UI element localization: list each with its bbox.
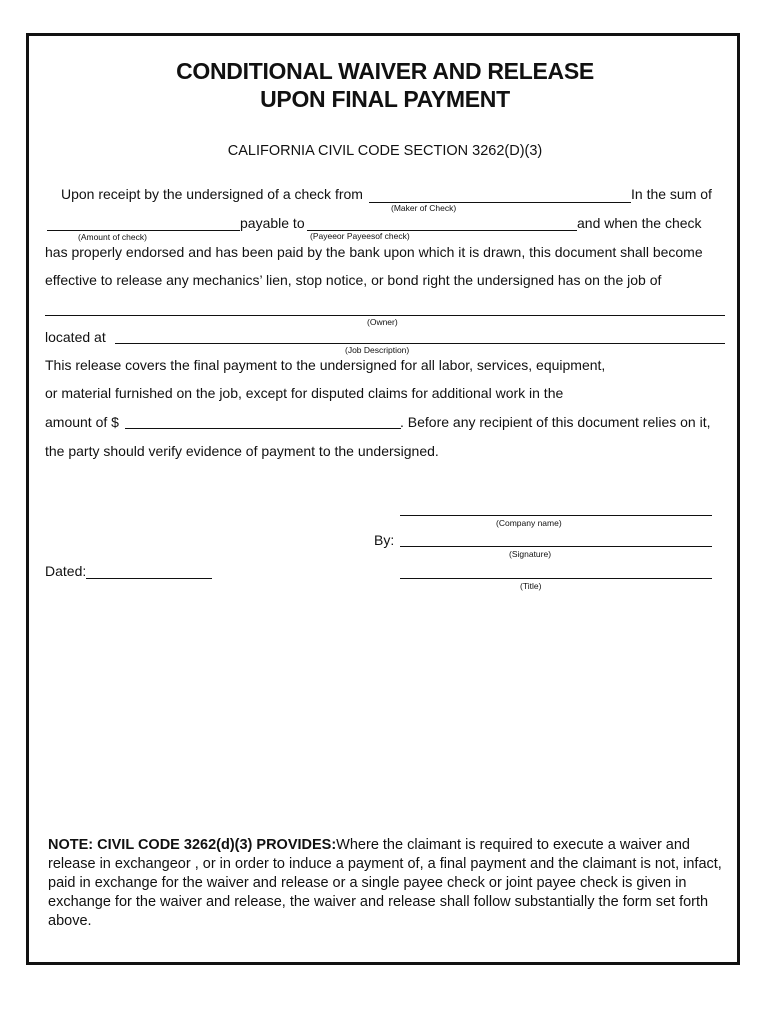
job-caption: (Job Description): [345, 345, 410, 355]
document-title-line1: CONDITIONAL WAIVER AND RELEASE: [176, 58, 594, 84]
by-label: By:: [374, 532, 395, 548]
dated-label: Dated:: [45, 563, 87, 579]
title-caption: (Title): [520, 581, 542, 591]
line7-suffix: . Before any recipient of this document relies on it,: [400, 414, 711, 430]
date-field[interactable]: [86, 578, 212, 579]
line6-text: or material furnished on the job, except for disputed claims for additional work in the: [45, 385, 564, 401]
line8-text: the party should verify evidence of payment to the undersigned.: [45, 443, 439, 459]
amount-label: amount of $: [45, 414, 119, 430]
job-description-field[interactable]: [115, 343, 725, 344]
code-section: CALIFORNIA CIVIL CODE SECTION 3262(D)(3): [227, 143, 543, 159]
company-caption: (Company name): [496, 518, 562, 528]
payable-to-label: payable to: [240, 215, 305, 231]
line4-text: effective to release any mechanics’ lien, stop notice, or bond right the undersigned has on the job of: [45, 272, 662, 288]
line3-text: has properly endorsed and has been paid by the bank upon which it is drawn, this document shall become: [45, 244, 703, 260]
document-border: [26, 33, 740, 965]
civil-code-note: [48, 836, 728, 931]
signature-field[interactable]: [400, 546, 712, 547]
maker-caption: (Maker of Check): [391, 203, 457, 213]
document-title-line2: UPON FINAL PAYMENT: [260, 86, 510, 112]
title-field[interactable]: [400, 578, 712, 579]
located-at-label: located at: [45, 329, 106, 345]
note-text: Where the claimant is required to execute a waiver and release in exchangeor , or in order to induce a payment of, a final payment and the claimant is not, infact, paid in exchange for the waiver and release or a single payee check or joint payee check is given in exchange for the waiver and release, the waiver and release shall follow substantially the form set forth above.: [48, 837, 722, 929]
amount-of-check-field[interactable]: [47, 230, 240, 231]
company-name-field[interactable]: [400, 515, 712, 516]
line1-prefix: Upon receipt by the undersigned of a check from: [61, 186, 363, 202]
disputed-amount-field[interactable]: [125, 428, 401, 429]
note-heading: NOTE: CIVIL CODE 3262(d)(3) PROVIDES:: [48, 837, 337, 853]
line5-text: This release covers the final payment to the undersigned for all labor, services, equipment,: [45, 357, 606, 373]
owner-caption: (Owner): [367, 317, 398, 327]
line1-suffix: In the sum of: [631, 186, 712, 202]
signature-caption: (Signature): [509, 549, 552, 559]
line2-suffix: and when the check: [577, 215, 702, 231]
amount-caption: (Amount of check): [78, 232, 147, 242]
owner-field[interactable]: [45, 315, 725, 316]
payee-caption: (Payeeor Payeesof check): [310, 231, 410, 241]
